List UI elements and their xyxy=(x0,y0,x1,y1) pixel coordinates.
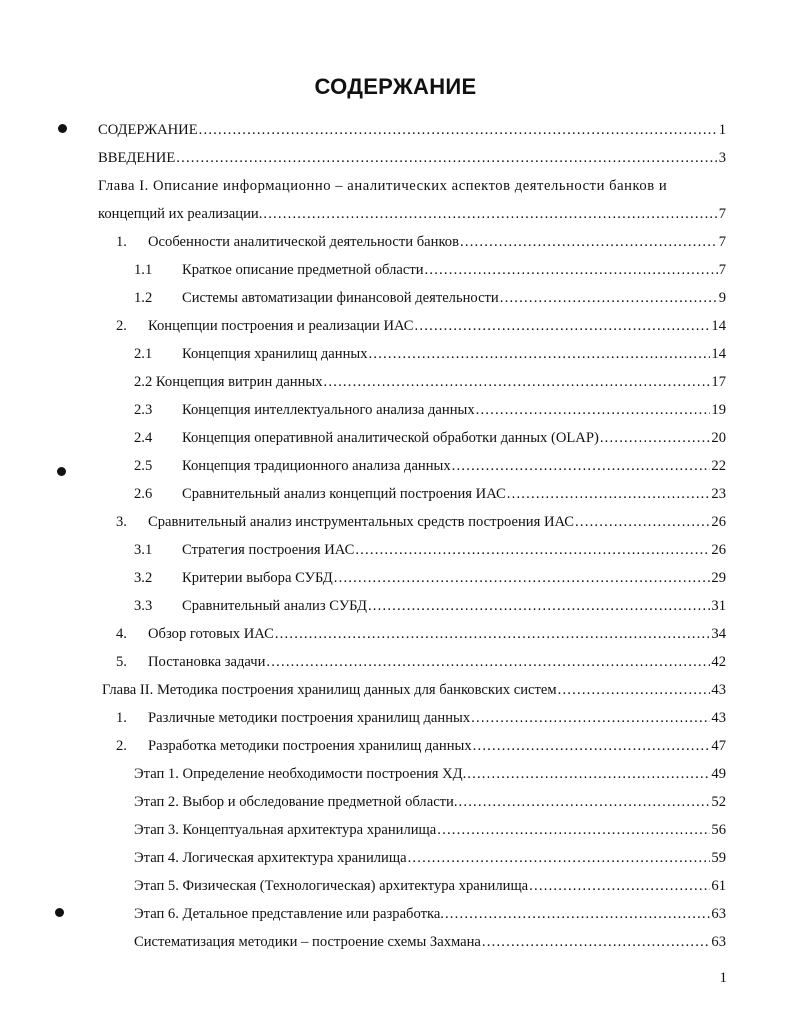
toc-leader xyxy=(266,653,710,671)
toc-entry-text: Глава I. Описание информационно – аналитических аспектов деятельности банков и xyxy=(98,178,668,194)
toc-entry-text: Различные методики построения хранилищ данных xyxy=(148,710,471,726)
toc-entry-page: 43 xyxy=(711,682,726,698)
toc-entry xyxy=(134,541,726,559)
toc-entry xyxy=(134,457,726,475)
toc-entry xyxy=(134,821,726,839)
toc-entry-text: Глава II. Методика построения хранилищ данных для банковских систем xyxy=(102,682,557,698)
toc-leader xyxy=(471,709,710,727)
binder-hole-mark xyxy=(57,467,66,476)
toc-leader xyxy=(263,205,717,223)
toc-entry xyxy=(134,373,726,391)
toc-leader xyxy=(476,401,711,419)
toc-entry xyxy=(134,485,726,503)
toc-leader xyxy=(408,849,711,867)
toc-leader xyxy=(460,233,718,251)
toc-entry-number: 4. xyxy=(116,626,127,642)
toc-leader xyxy=(529,877,710,895)
toc-entry-text: Сравнительный анализ СУБД xyxy=(182,598,367,614)
toc-entry xyxy=(134,877,726,895)
toc-entry-text: Сравнительный анализ концепций построения ИАС xyxy=(182,486,506,502)
binder-hole-mark xyxy=(55,908,64,917)
toc-entry xyxy=(134,905,726,923)
toc-entry-page: 14 xyxy=(711,346,726,362)
toc-leader xyxy=(334,569,711,587)
toc-entry-page: 43 xyxy=(711,710,726,726)
toc-entry-page: 14 xyxy=(711,318,726,334)
toc-entry-text: Сравнительный анализ инструментальных средств построения ИАС xyxy=(148,514,575,530)
toc-entry xyxy=(116,653,726,671)
toc-entry xyxy=(98,121,726,139)
toc-entry xyxy=(116,625,726,643)
toc-entry-number: 2. xyxy=(116,318,127,334)
toc-entry xyxy=(134,933,726,951)
binder-hole-mark xyxy=(58,124,67,133)
toc-entry xyxy=(116,317,726,335)
toc-leader xyxy=(199,121,718,139)
toc-entry-text: Концепция хранилищ данных xyxy=(182,346,368,362)
toc-leader xyxy=(445,905,710,923)
toc-entry-number: 1. xyxy=(116,710,127,726)
toc-entry-page: 22 xyxy=(711,458,726,474)
toc-entry-number: 2. xyxy=(116,738,127,754)
toc-entry-number: 3.3 xyxy=(134,598,153,614)
toc-entry-text: Этап 5. Физическая (Технологическая) архитектура хранилища xyxy=(134,878,529,894)
toc-entry-text: Этап 6. Детальное представление или разработка. xyxy=(134,906,444,922)
toc-entry xyxy=(134,401,726,419)
toc-leader xyxy=(415,317,711,335)
toc-entry-text: Концепция интеллектуального анализа данных xyxy=(182,402,475,418)
toc-entry xyxy=(98,149,726,167)
toc-entry xyxy=(134,429,726,447)
toc-entry-text: СОДЕРЖАНИЕ xyxy=(98,122,198,138)
toc-entry xyxy=(116,233,726,251)
toc-entry-page: 7 xyxy=(718,206,726,222)
toc-entry-number: 1.1 xyxy=(134,262,153,278)
toc-entry-text: концепций их реализации. xyxy=(98,206,263,222)
toc-entry-number: 3. xyxy=(116,514,127,530)
toc-entry-text: Разработка методики построения хранилищ данных xyxy=(148,738,472,754)
toc-entry-text: Критерии выбора СУБД xyxy=(182,570,333,586)
toc-entry-page: 1 xyxy=(718,122,726,138)
toc-entry-number: 3.2 xyxy=(134,570,153,586)
toc-entry-text: Этап 4. Логическая архитектура хранилища xyxy=(134,850,407,866)
toc-entry-text: ВВЕДЕНИЕ xyxy=(98,150,176,166)
toc-leader xyxy=(368,597,710,615)
toc-leader xyxy=(500,289,718,307)
toc-entry-page: 52 xyxy=(711,794,726,810)
toc-entry-text: Постановка задачи xyxy=(148,654,266,670)
toc-entry-page: 49 xyxy=(711,766,726,782)
toc-entry xyxy=(134,793,726,811)
toc-entry-page: 26 xyxy=(711,514,726,530)
toc-entry-text: Систематизация методики – построение схемы Захмана xyxy=(134,934,481,950)
toc-entry xyxy=(134,289,726,307)
toc-entry xyxy=(134,569,726,587)
toc-leader xyxy=(473,737,711,755)
toc-entry-page: 63 xyxy=(711,934,726,950)
toc-leader xyxy=(425,261,718,279)
toc-entry xyxy=(134,345,726,363)
toc-entry-number: 2.6 xyxy=(134,486,153,502)
toc-leader xyxy=(467,765,710,783)
toc-leader xyxy=(176,149,717,167)
toc-entry-page: 17 xyxy=(711,374,726,390)
toc-entry-text: Особенности аналитической деятельности банков xyxy=(148,234,459,250)
toc-entry-number: 2.1 xyxy=(134,346,153,362)
toc-entry-page: 59 xyxy=(711,850,726,866)
toc-leader xyxy=(482,933,711,951)
toc-leader xyxy=(324,373,711,391)
toc-entry-text: Концепция традиционного анализа данных xyxy=(182,458,451,474)
toc-entry-text: Этап 2. Выбор и обследование предметной области. xyxy=(134,794,458,810)
toc-entry-page: 20 xyxy=(711,430,726,446)
toc-leader xyxy=(558,681,711,699)
toc-entry-text: Стратегия построения ИАС xyxy=(182,542,355,558)
toc-entry-text: Этап 1. Определение необходимости построения ХД. xyxy=(134,766,467,782)
toc-entry xyxy=(134,765,726,783)
toc-entry-page: 3 xyxy=(718,150,726,166)
toc-entry-text: Обзор готовых ИАС xyxy=(148,626,274,642)
toc-entry xyxy=(98,205,726,223)
toc-entry-number: 3.1 xyxy=(134,542,153,558)
toc-entry-number: 2.3 xyxy=(134,402,153,418)
toc-entry xyxy=(116,513,726,531)
toc-entry-page: 19 xyxy=(711,402,726,418)
toc-entry-line xyxy=(98,177,726,195)
toc-leader xyxy=(355,541,710,559)
toc-leader xyxy=(600,429,711,447)
toc-entry-number: 5. xyxy=(116,654,127,670)
toc-entry-number: 2.4 xyxy=(134,430,153,446)
toc-entry-page: 34 xyxy=(711,626,726,642)
toc-entry-number: 1. xyxy=(116,234,127,250)
toc-entry-page: 42 xyxy=(711,654,726,670)
toc-entry-text: 2.2 Концепция витрин данных xyxy=(134,374,323,390)
toc-entry-text: Этап 3. Концептуальная архитектура хранилища xyxy=(134,822,437,838)
toc-leader xyxy=(369,345,711,363)
toc-leader xyxy=(575,513,710,531)
toc-leader xyxy=(437,821,710,839)
toc-entry xyxy=(134,261,726,279)
toc-entry-page: 56 xyxy=(711,822,726,838)
toc-entry xyxy=(116,737,726,755)
toc-entry-page: 61 xyxy=(711,878,726,894)
toc-entry-page: 29 xyxy=(711,570,726,586)
toc-entry-page: 9 xyxy=(718,290,726,306)
page-title: СОДЕРЖАНИЕ xyxy=(314,74,477,99)
toc-leader xyxy=(275,625,711,643)
toc-leader xyxy=(452,457,711,475)
toc-entry-text: Краткое описание предметной области xyxy=(182,262,424,278)
toc-entry xyxy=(134,849,726,867)
toc-entry xyxy=(102,681,726,699)
toc-entry-text: Концепция оперативной аналитической обработки данных (OLAP) xyxy=(182,430,599,446)
toc-entry-number: 1.2 xyxy=(134,290,153,306)
toc-entry-page: 31 xyxy=(711,598,726,614)
toc-entry-text: Системы автоматизации финансовой деятельности xyxy=(182,290,499,306)
toc-entry-page: 63 xyxy=(711,906,726,922)
toc-entry-page: 7 xyxy=(718,262,726,278)
page-number: 1 xyxy=(719,970,727,986)
toc-entry-page: 23 xyxy=(711,486,726,502)
toc-leader xyxy=(459,793,711,811)
toc-entry xyxy=(116,709,726,727)
toc-entry-text: Концепции построения и реализации ИАС xyxy=(148,318,414,334)
toc-entry-number: 2.5 xyxy=(134,458,153,474)
toc-entry-page: 26 xyxy=(711,542,726,558)
toc-leader xyxy=(507,485,711,503)
toc-entry-page: 47 xyxy=(711,738,726,754)
toc-entry-page: 7 xyxy=(718,234,726,250)
toc-entry xyxy=(134,597,726,615)
